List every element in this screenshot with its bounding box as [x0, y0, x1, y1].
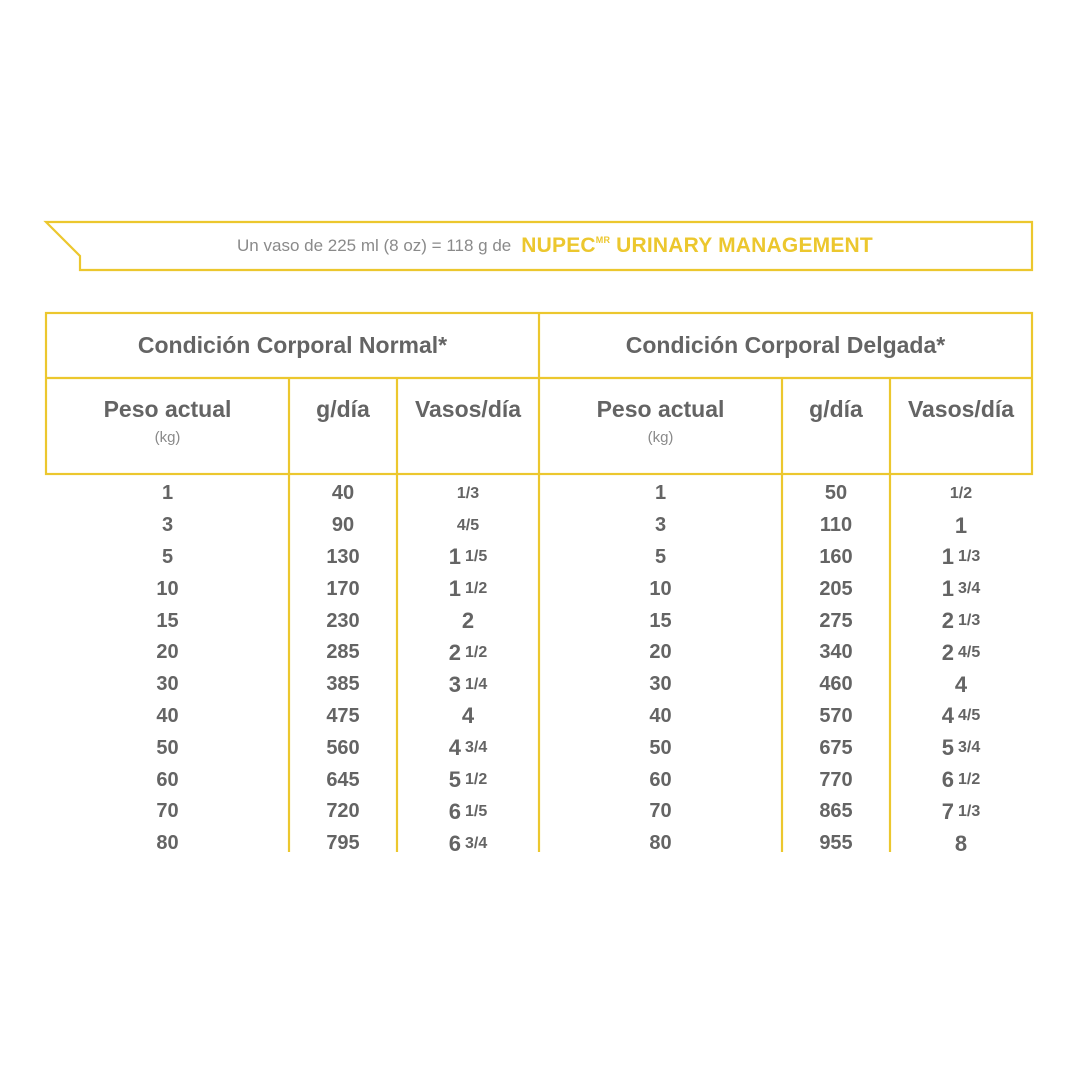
brand-trademark: MR: [595, 235, 611, 245]
cups-cell: [397, 542, 539, 574]
cups-cell: [890, 828, 1032, 860]
header-weight-label: Peso actual: [596, 396, 725, 422]
weight-cell: 1: [654, 482, 667, 505]
weight-cell: 80: [649, 832, 672, 855]
grams-cell: 110: [819, 514, 853, 537]
grams-cell: 205: [819, 577, 853, 600]
grams-cell: 40: [331, 482, 355, 505]
grams-cell: 50: [824, 482, 848, 505]
cups-fraction: 1/3: [456, 484, 480, 502]
header-weight-label: Peso actual: [103, 396, 232, 422]
grams-cell: 675: [819, 736, 853, 759]
cups-cell: [890, 701, 1032, 733]
weight-cell: 1: [161, 482, 174, 505]
weight-cell: 50: [156, 736, 179, 759]
column-cups-thin: [890, 478, 1032, 860]
cups-cell: [397, 637, 539, 669]
weight-cell: 30: [156, 673, 179, 696]
weight-cell: 10: [649, 577, 672, 600]
cups-cell: [890, 478, 1032, 510]
grams-cell: 770: [819, 768, 853, 791]
cups-cell: [397, 764, 539, 796]
cups-fraction: 3/4: [958, 580, 981, 598]
weight-cell: 10: [156, 577, 179, 600]
weight-cell: 30: [649, 673, 672, 696]
cups-cell: [890, 605, 1032, 637]
column-grams-thin: [782, 478, 890, 860]
weight-cell: 60: [156, 768, 179, 791]
weight-cell: 60: [649, 768, 672, 791]
cups-whole: 5: [448, 767, 461, 793]
cups-fraction: 1/5: [465, 548, 488, 566]
grams-cell: 230: [326, 609, 360, 632]
cups-fraction: 3/4: [465, 739, 488, 757]
cups-whole: 2: [941, 608, 954, 634]
cups-whole: 4: [954, 671, 968, 697]
cups-whole: 5: [941, 735, 954, 761]
weight-cell: 5: [161, 545, 174, 568]
header-grams-thin: g/día: [809, 396, 863, 422]
cups-whole: 1: [941, 544, 954, 570]
header-grams-normal: g/día: [316, 396, 370, 422]
cups-fraction: 3/4: [958, 739, 981, 757]
cups-whole: 1: [448, 544, 461, 570]
weight-cell: 70: [156, 800, 179, 823]
grams-cell: 570: [819, 704, 853, 727]
grams-cell: 795: [326, 832, 360, 855]
banner-note: Un vaso de 225 ml (8 oz) = 118 g de: [237, 236, 512, 255]
grams-cell: 475: [326, 704, 360, 727]
cups-fraction: 1/4: [465, 675, 488, 693]
cups-fraction: 4/5: [958, 643, 981, 661]
weight-cell: 80: [156, 832, 179, 855]
weight-cell: 20: [156, 641, 179, 664]
cups-whole: 6: [448, 798, 461, 824]
header-weight-unit: (kg): [154, 429, 181, 446]
column-weight-normal: [46, 478, 289, 860]
cups-whole: 2: [448, 639, 461, 665]
cups-cell: [397, 478, 539, 510]
cups-cell: [890, 669, 1032, 701]
cups-fraction: 1/2: [465, 580, 488, 598]
cups-whole: 2: [941, 639, 954, 665]
cups-whole: 4: [941, 703, 954, 729]
cups-cell: [397, 605, 539, 637]
cups-fraction: 4/5: [456, 516, 480, 534]
header-weight-thin: [539, 396, 782, 446]
cups-whole: 6: [448, 830, 461, 856]
cups-cell: [397, 828, 539, 860]
cups-cell: [890, 796, 1032, 828]
cups-fraction: 1/3: [958, 802, 981, 820]
weight-cell: 3: [654, 514, 667, 537]
column-cups-normal: [397, 478, 539, 860]
cups-cell: [890, 764, 1032, 796]
brand-name: [521, 234, 873, 258]
cups-cell: [397, 669, 539, 701]
grams-cell: 160: [819, 545, 853, 568]
grams-cell: 90: [331, 514, 355, 537]
cups-whole: 4: [461, 703, 475, 729]
cups-cell: [890, 637, 1032, 669]
header-weight-unit: (kg): [647, 429, 674, 446]
cups-fraction: 3/4: [465, 834, 488, 852]
cups-whole: 1: [941, 576, 954, 602]
column-weight-thin: [539, 478, 782, 860]
weight-cell: 15: [156, 609, 179, 632]
cups-fraction: 1/2: [465, 771, 488, 789]
cups-cell: [890, 732, 1032, 764]
header-weight-normal: [46, 396, 289, 446]
group-title-thin: Condición Corporal Delgada*: [625, 331, 946, 358]
cups-whole: 8: [954, 830, 968, 856]
grams-cell: 955: [819, 832, 853, 855]
grams-cell: 720: [326, 800, 360, 823]
grams-cell: 130: [326, 545, 360, 568]
grams-cell: 340: [819, 641, 853, 664]
cups-whole: 2: [461, 608, 475, 634]
grams-cell: 460: [819, 673, 853, 696]
weight-cell: 20: [649, 641, 672, 664]
grams-cell: 275: [819, 609, 853, 632]
grams-cell: 170: [326, 577, 360, 600]
weight-cell: 70: [649, 800, 672, 823]
cups-fraction: 1/2: [949, 484, 973, 502]
product-name: URINARY MANAGEMENT: [616, 234, 873, 257]
cups-cell: [397, 510, 539, 542]
cups-whole: 3: [448, 671, 461, 697]
grams-cell: 865: [819, 800, 853, 823]
column-grams-normal: [289, 478, 397, 860]
group-title-normal: Condición Corporal Normal*: [137, 331, 448, 358]
cups-fraction: 1/2: [958, 771, 981, 789]
grams-cell: 385: [326, 673, 360, 696]
banner: [80, 224, 1030, 268]
cups-cell: [397, 701, 539, 733]
weight-cell: 50: [649, 736, 672, 759]
weight-cell: 3: [161, 514, 174, 537]
weight-cell: 5: [654, 545, 667, 568]
cups-fraction: 4/5: [958, 707, 981, 725]
cups-whole: 1: [448, 576, 461, 602]
cups-fraction: 1/3: [958, 548, 981, 566]
weight-cell: 40: [649, 704, 672, 727]
brand-label: NUPEC: [521, 234, 596, 257]
cups-cell: [890, 573, 1032, 605]
cups-whole: 1: [954, 512, 968, 538]
cups-cell: [890, 542, 1032, 574]
cups-fraction: 1/2: [465, 643, 488, 661]
grams-cell: 285: [326, 641, 360, 664]
cups-cell: [397, 732, 539, 764]
cups-fraction: 1/5: [465, 802, 488, 820]
header-cups-thin: Vasos/día: [907, 396, 1015, 422]
header-cups-normal: Vasos/día: [414, 396, 522, 422]
cups-fraction: 1/3: [958, 612, 981, 630]
cups-whole: 4: [448, 735, 461, 761]
cups-whole: 6: [941, 767, 954, 793]
grams-cell: 560: [326, 736, 360, 759]
cups-cell: [890, 510, 1032, 542]
cups-whole: 7: [941, 798, 954, 824]
cups-cell: [397, 573, 539, 605]
grams-cell: 645: [326, 768, 360, 791]
weight-cell: 15: [649, 609, 672, 632]
weight-cell: 40: [156, 704, 179, 727]
cups-cell: [397, 796, 539, 828]
